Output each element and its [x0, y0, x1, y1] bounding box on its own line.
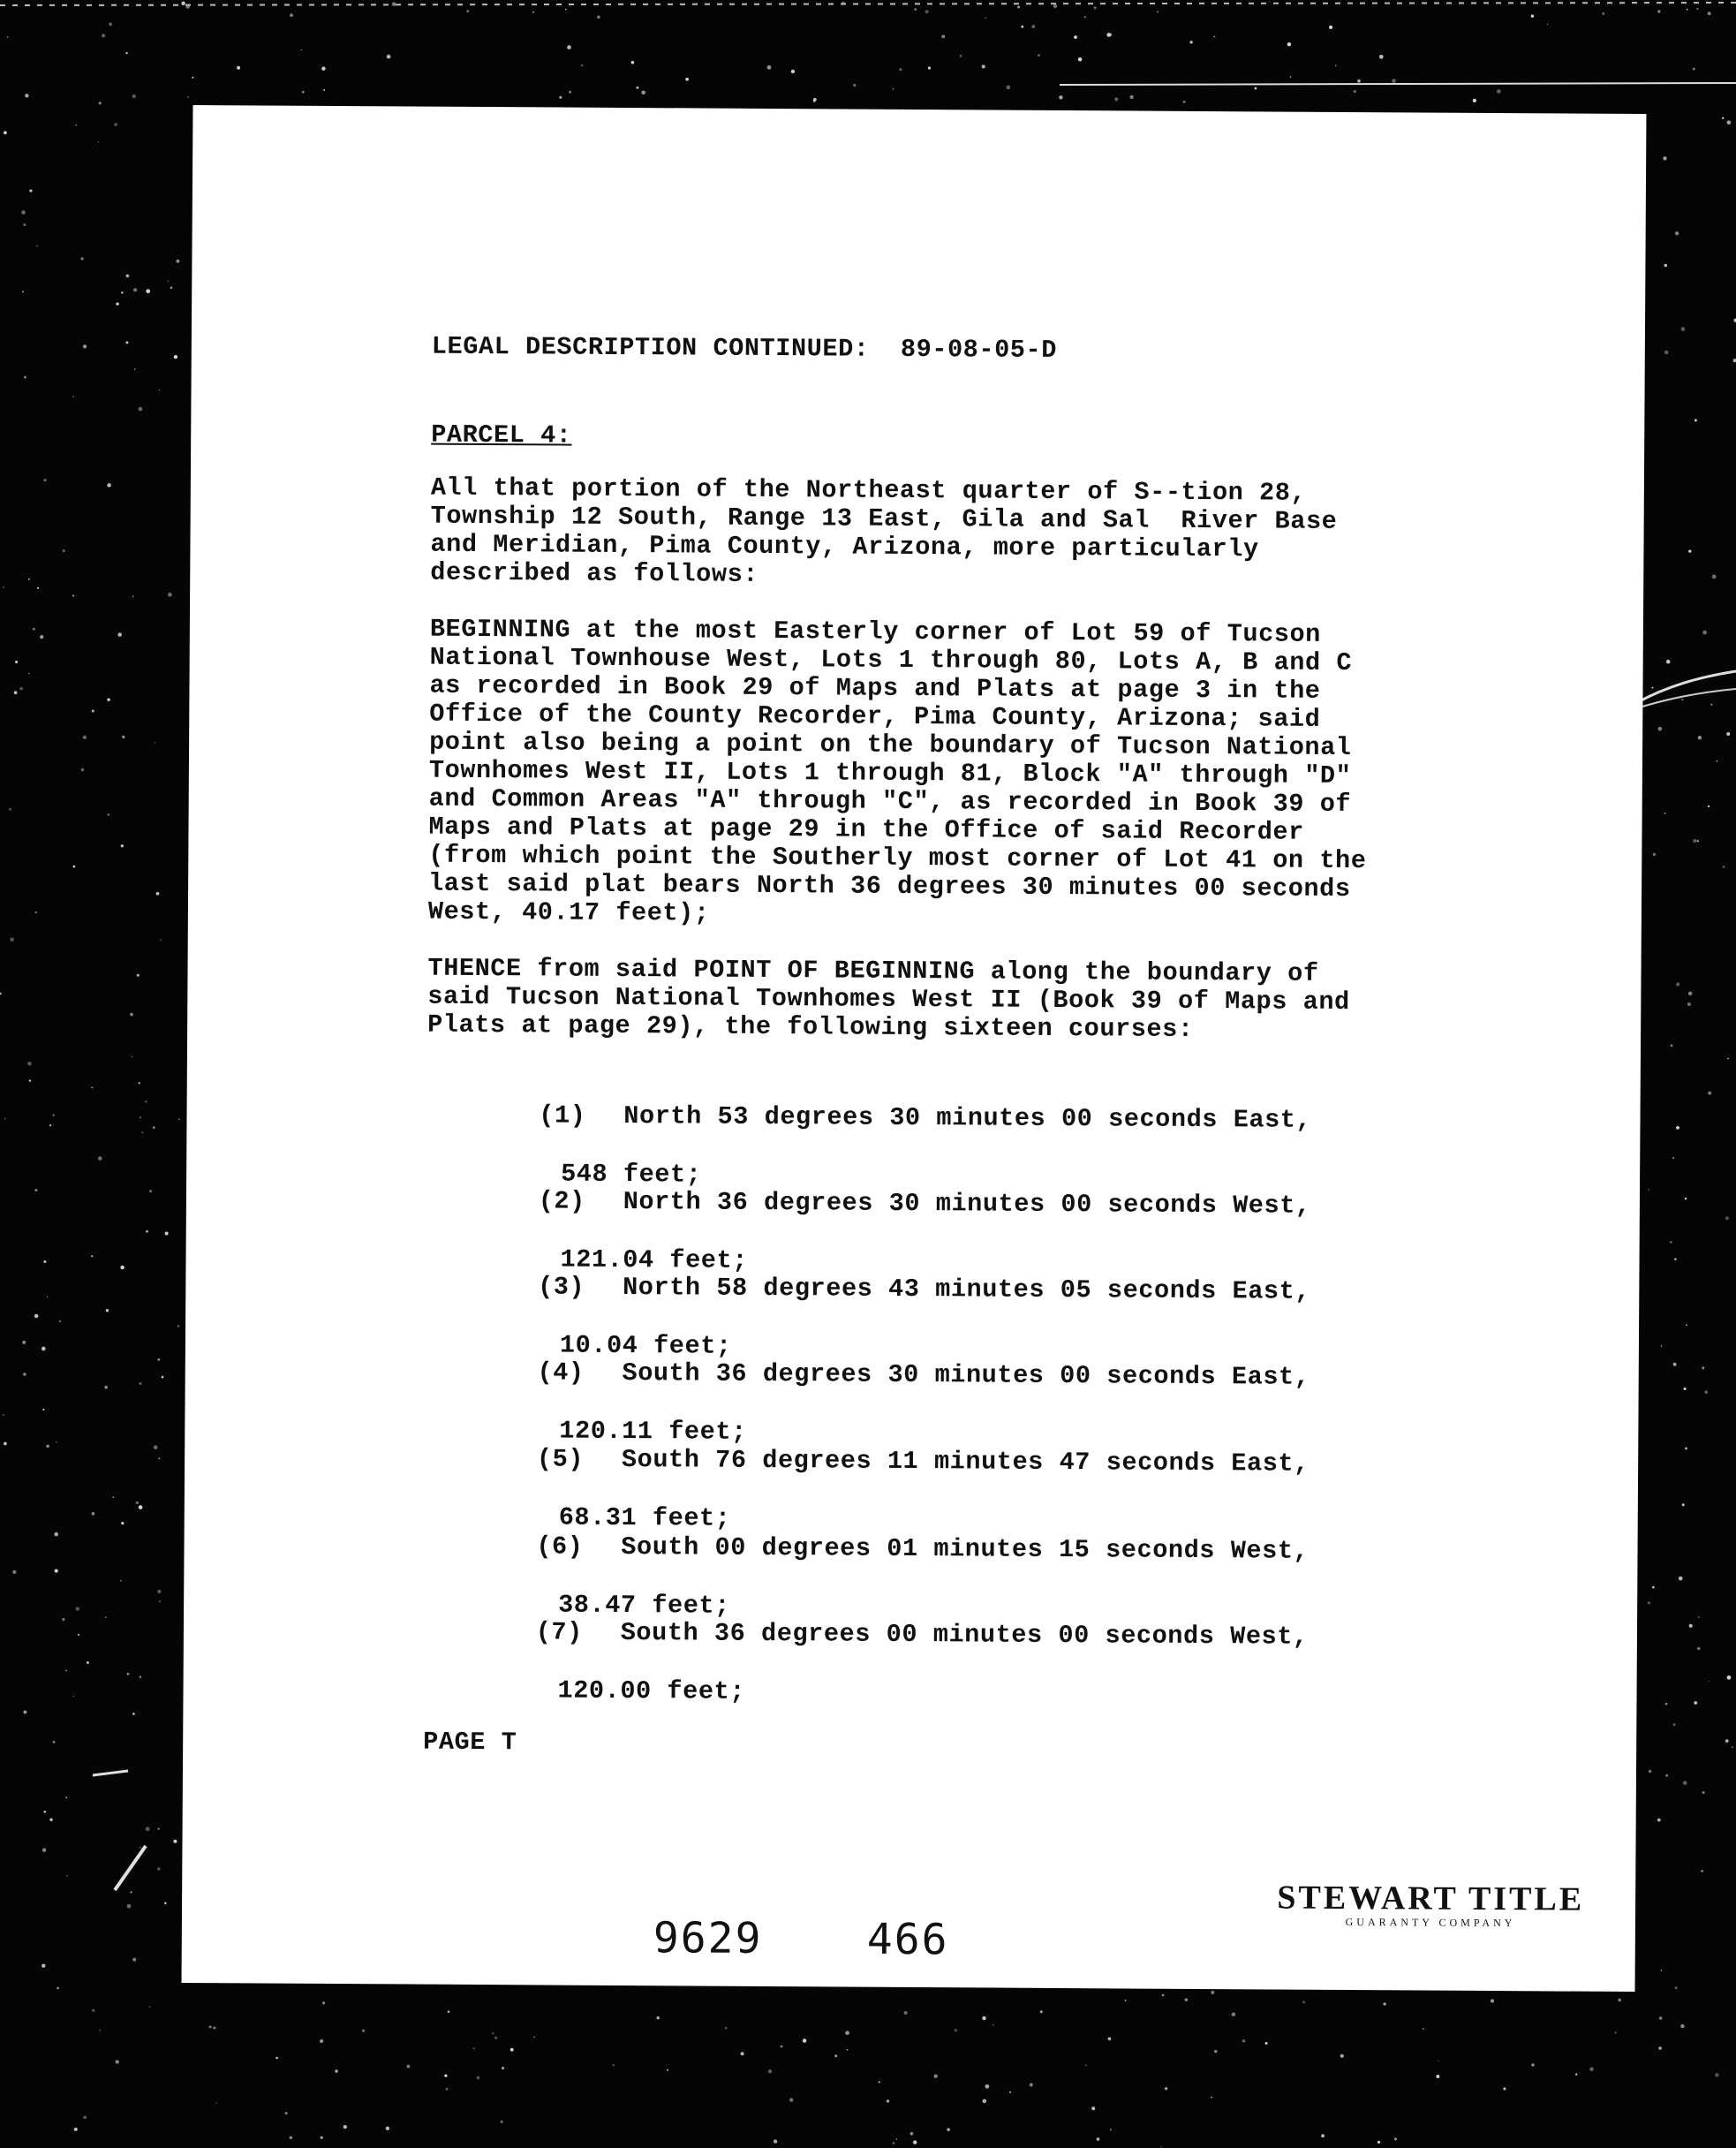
course-distance: 120.11 feet;	[559, 1416, 747, 1447]
course-distance: 68.31 feet;	[558, 1502, 731, 1533]
course-bearing: South 36 degrees 00 minutes 00 seconds West,	[620, 1617, 1309, 1652]
course-number: (4)	[537, 1358, 585, 1388]
paragraph-thence: THENCE from said POINT OF BEGINNING along the boundary of said Tucson National Townhomes West II (Book 39 of Maps and Plats at page 29), the following sixteen courses:	[427, 953, 1350, 1044]
company-subtitle: GUARANTY COMPANY	[1345, 1916, 1516, 1930]
course-bearing: North 58 degrees 43 minutes 05 seconds East,	[623, 1272, 1311, 1306]
docket-number: 9629	[653, 1913, 763, 1963]
document-page	[182, 105, 1647, 1992]
course-distance: 38.47 feet;	[558, 1590, 730, 1621]
course-item	[472, 1588, 1309, 1768]
course-number: (7)	[535, 1617, 583, 1647]
course-bearing: South 00 degrees 01 minutes 15 seconds West,	[621, 1532, 1310, 1566]
course-bearing: North 53 degrees 30 minutes 00 seconds East,	[623, 1100, 1312, 1135]
course-bearing: North 36 degrees 30 minutes 00 seconds West,	[623, 1186, 1311, 1221]
course-distance: 120.00 feet;	[557, 1675, 746, 1706]
document-heading: LEGAL DESCRIPTION CONTINUED: 89-08-05-D	[431, 331, 1058, 365]
stewart-title-logo	[1277, 1879, 1584, 1931]
course-distance: 10.04 feet;	[559, 1330, 732, 1361]
page-number-stamp: 466	[866, 1914, 949, 1965]
course-distance: 548 feet;	[561, 1159, 702, 1190]
course-number: (3)	[538, 1272, 585, 1302]
course-bearing: South 36 degrees 30 minutes 00 seconds East,	[622, 1358, 1310, 1392]
course-number: (5)	[536, 1444, 585, 1474]
company-name: STEWART TITLE	[1277, 1879, 1585, 1918]
paragraph-description: All that portion of the Northeast quarter of S--tion 28, Township 12 South, Range 13 East, Gila and Sal River Base and Meridian, Pima County, Arizona, more particularly described as follows:	[430, 473, 1338, 589]
course-distance: 121.04 feet;	[560, 1244, 749, 1275]
page-label: PAGE T	[423, 1727, 517, 1758]
paragraph-beginning: BEGINNING at the most Easterly corner of Lot 59 of Tucson National Townhouse West, Lots 1 through 80, Lots A, B and C as recorded in Book 29 of Maps and Plats at page 3 in the Office of the County Recorder, Pima County, Arizona; said point also being a point on the boundary of Tucson National Townhomes West II, Lots 1 through 81, Block "A" through "D" and Common Areas "A" through "C", as recorded in Book 39 of Maps and Plats at page 29 in the Office of said Recorder (from which point the Southerly most corner of Lot 41 on the last said plat bears North 36 degrees 30 minutes 00 seconds West, 40.17 feet);	[427, 614, 1367, 928]
course-number: (2)	[538, 1186, 585, 1216]
course-bearing: South 76 degrees 11 minutes 47 seconds East,	[621, 1444, 1310, 1479]
course-number: (6)	[536, 1532, 584, 1562]
course-number: (1)	[539, 1100, 586, 1131]
parcel-label: PARCEL 4:	[431, 420, 572, 450]
